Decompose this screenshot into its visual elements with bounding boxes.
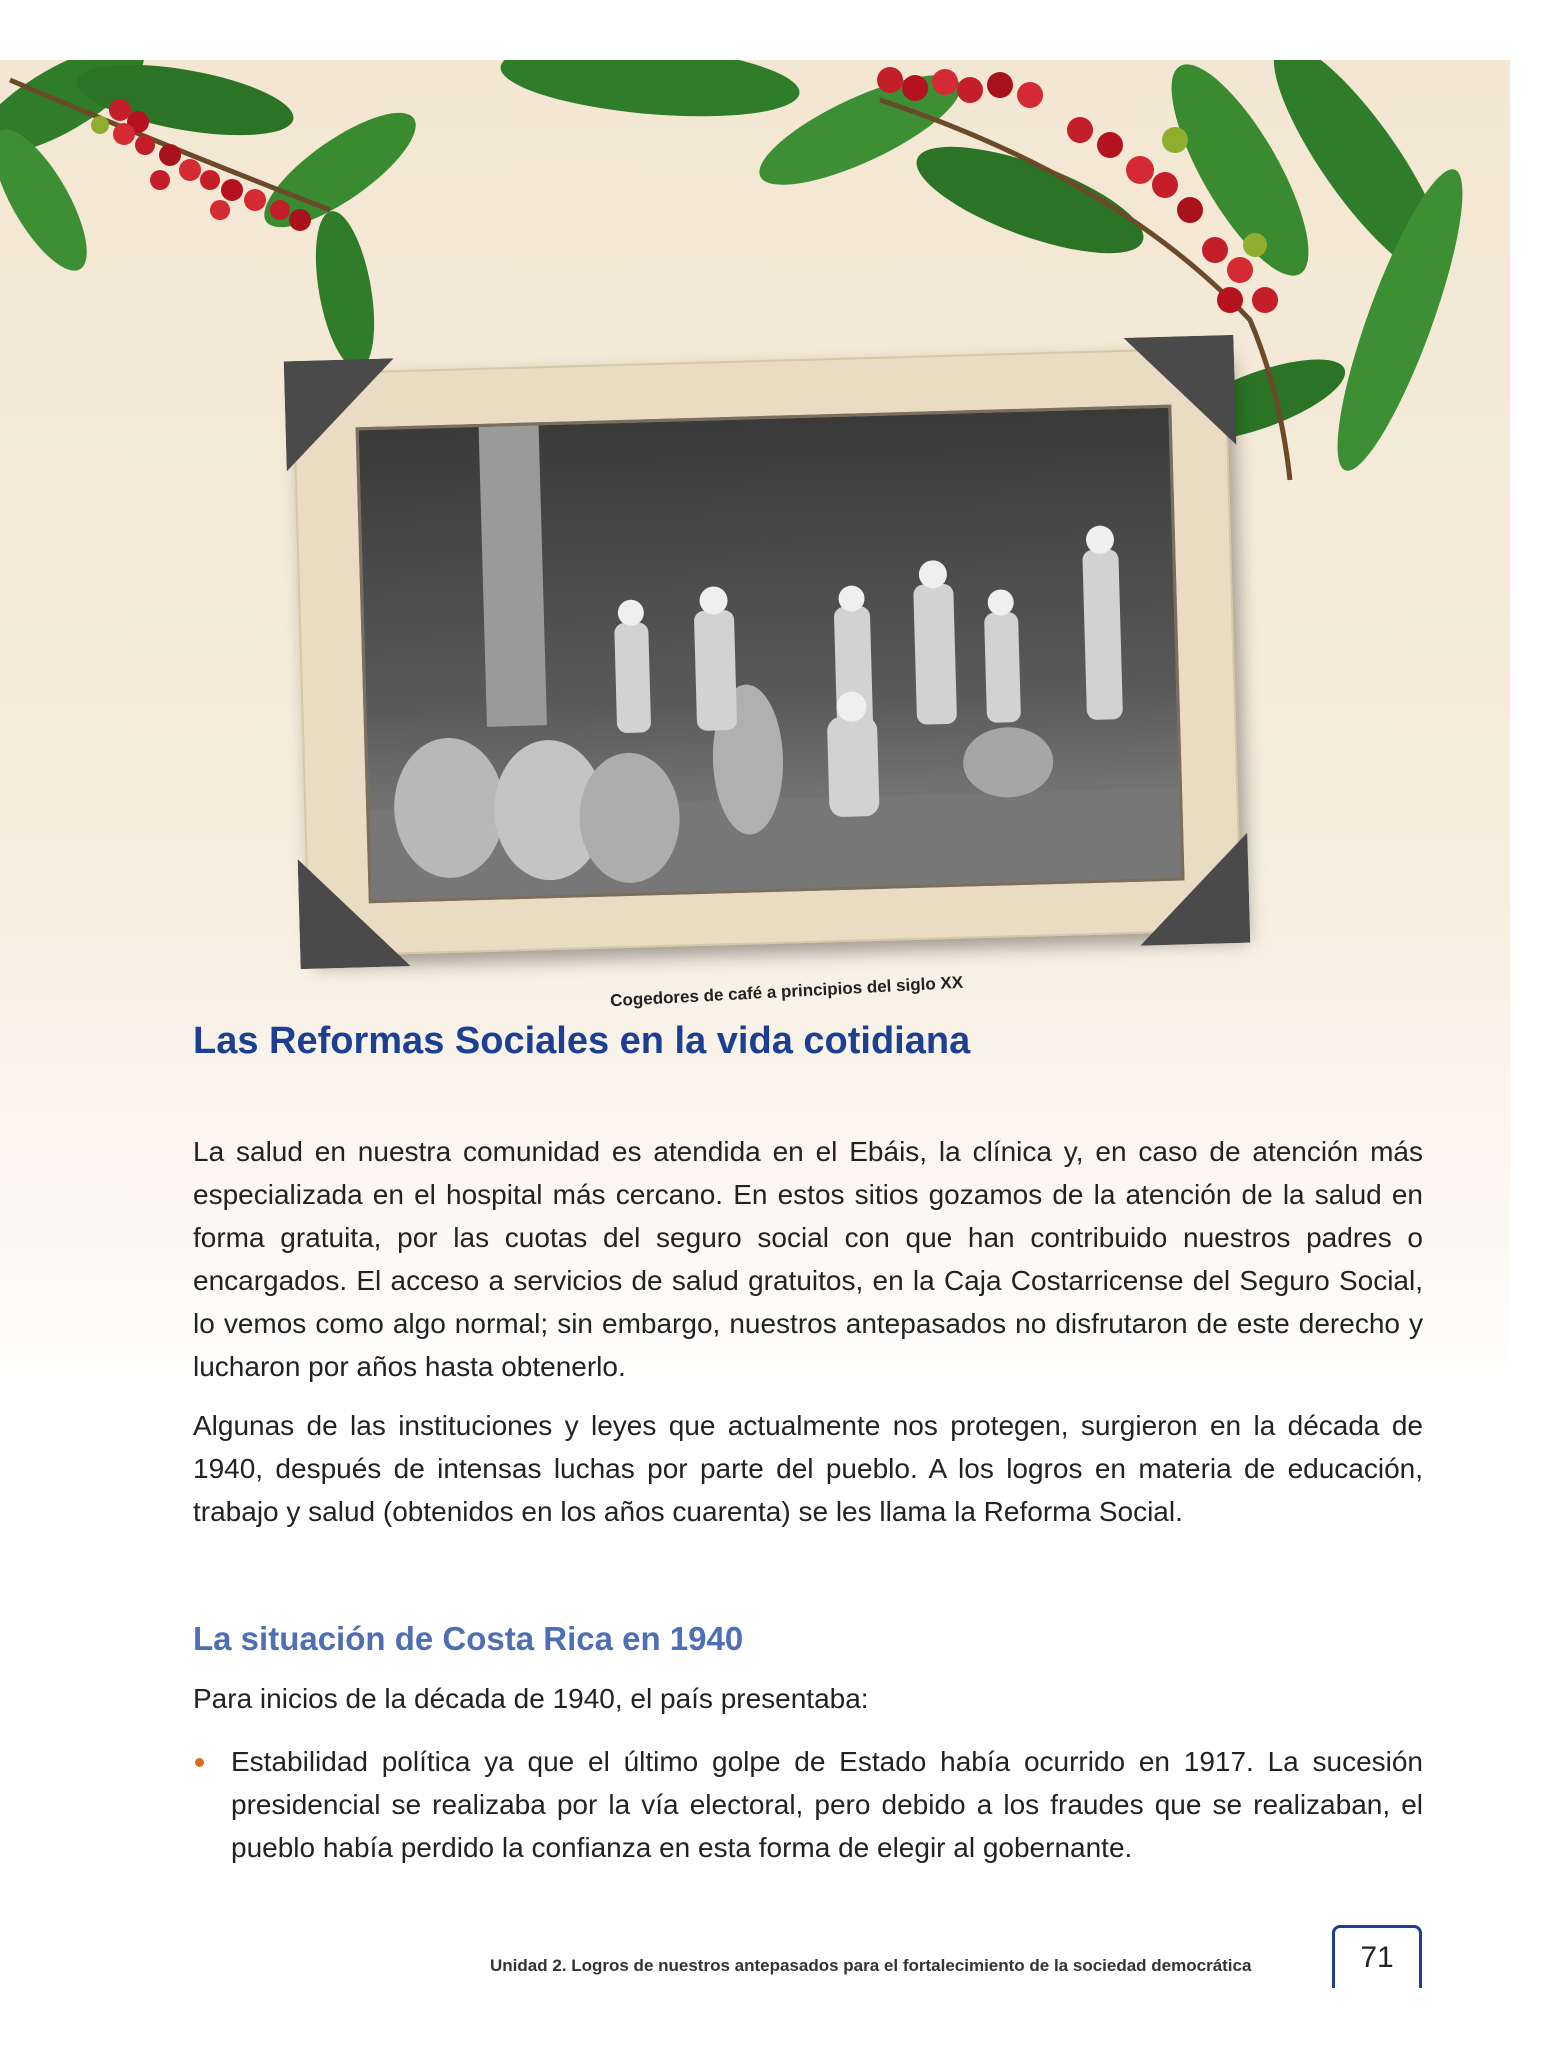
coffee-pickers-photo — [356, 405, 1185, 904]
bullet-text: Estabilidad política ya que el último golpe de Estado había ocurrido en 1917. La sucesión presidencial se realizaba por la vía electoral, pero debido a los fraudes que se realizaban, el pueblo había perdido la confianza en esta forma de elegir al gobernante. — [231, 1746, 1423, 1863]
photo-caption: Cogedores de café a principios del siglo XX — [609, 972, 964, 1011]
subsection-intro: Para inicios de la década de 1940, el país presentaba: — [193, 1683, 869, 1714]
paragraph-reforms: Algunas de las instituciones y leyes que actualmente nos protegen, surgieron en la década de 1940, después de intensas luchas por parte del pueblo. A los logros en materia de educación, trabajo y salud (obtenidos en los años cuarenta) se les llama la Reforma Social. — [193, 1410, 1423, 1527]
paragraph-health: La salud en nuestra comunidad es atendida en el Ebáis, la clínica y, en caso de atención más especializada en el hospital más cercano. En estos sitios gozamos de la atención de la salud en forma gratuita, por las cuotas del seguro social con que han contribuido nuestros padres o encargados. El acceso a servicios de salud gratuitos, en la Caja Costarricense del Seguro Social, lo vemos como algo normal; sin embargo, nuestros antepasados no disfrutaron de este derecho y lucharon por años hasta obtenerlo. — [193, 1136, 1423, 1382]
photo-corner-top-right — [1123, 335, 1236, 448]
bullet-list — [193, 1740, 1423, 1869]
photo-corner-top-left — [284, 358, 397, 471]
photo-corner-bottom-left — [298, 856, 411, 969]
section-title: Las Reformas Sociales en la vida cotidiana — [193, 1020, 971, 1062]
photo-corner-bottom-right — [1137, 833, 1250, 946]
subsection-title: La situación de Costa Rica en 1940 — [193, 1620, 744, 1657]
footer-unit-text: Unidad 2. Logros de nuestros antepasados para el fortalecimiento de la sociedad democrática — [490, 1956, 1252, 1975]
vintage-photo-frame — [292, 347, 1242, 957]
bullet-dot-icon — [195, 1758, 204, 1767]
list-item — [193, 1740, 1423, 1869]
page-number: 71 — [1332, 1925, 1422, 1988]
